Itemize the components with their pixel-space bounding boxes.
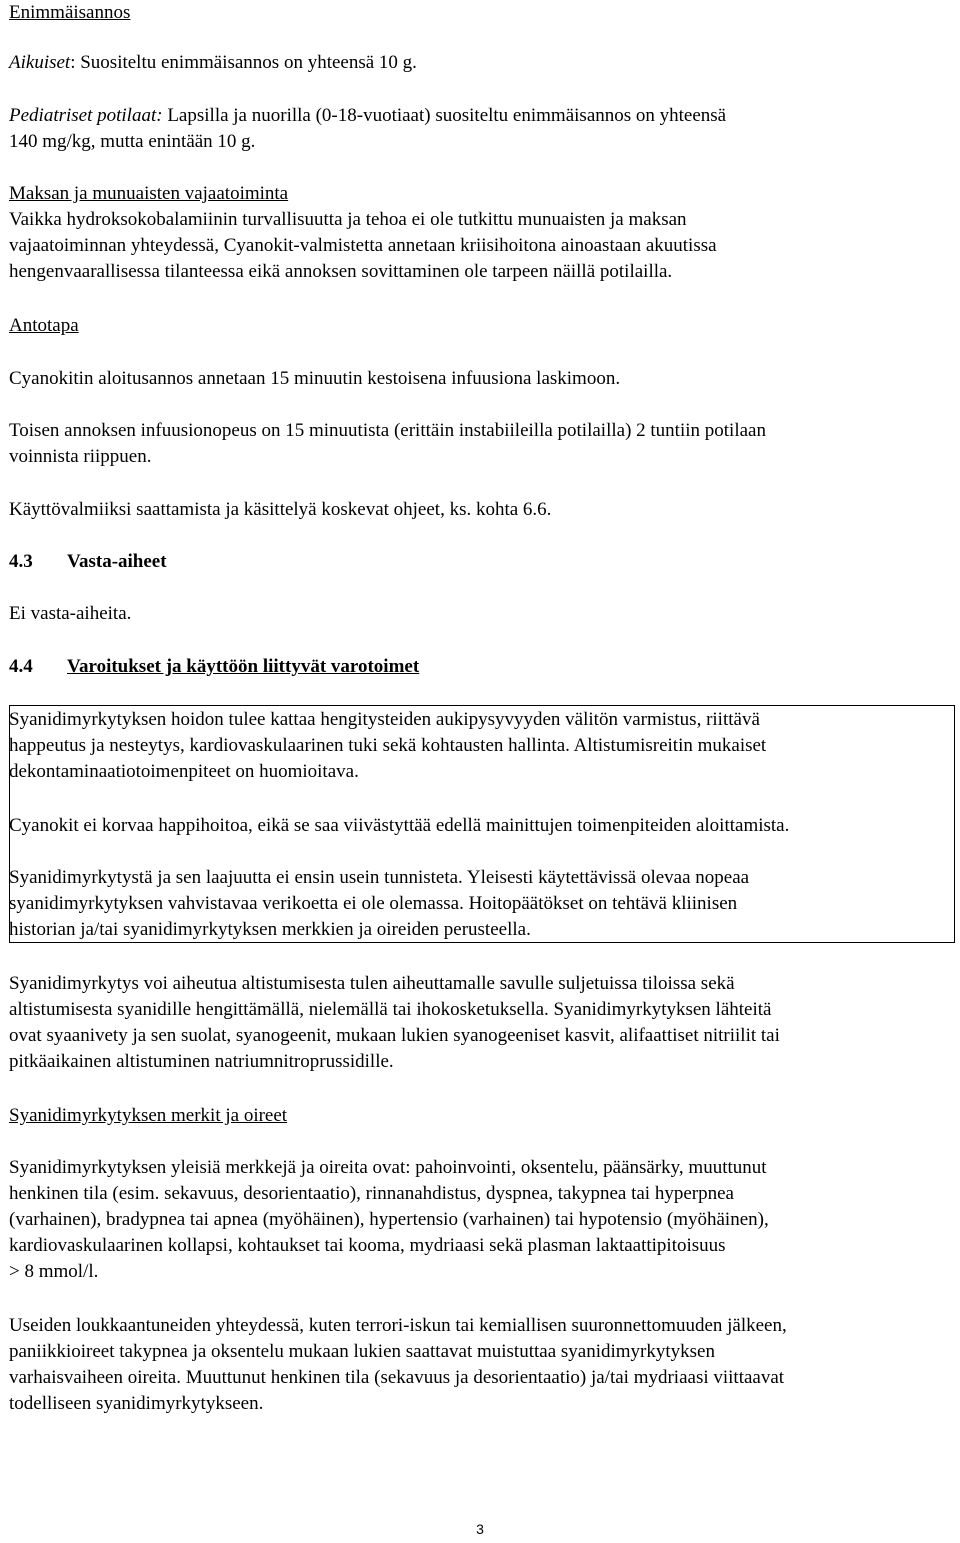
signs-line: Syanidimyrkytyksen yleisiä merkkejä ja oireita ovat: pahoinvointi, oksentelu, päänsärky, muuttunut (9, 1157, 767, 1178)
box-p3-line: Syanidimyrkytystä ja sen laajuutta ei ensin usein tunnisteta. Yleisesti käytettävissä olevaa nopeaa (9, 867, 750, 888)
box-p1-line: dekontaminaatiotoimenpiteet on huomioitava. (9, 761, 359, 782)
administration-p3: Käyttövalmiiksi saattamista ja käsittelyä koskevat ohjeet, ks. kohta 6.6. (9, 499, 552, 520)
impairment-paragraph (9, 181, 717, 285)
box-p3-line: historian ja/tai syanidimyrkytyksen merkkien ja oireiden perusteella. (9, 919, 531, 940)
box-paragraph-3 (9, 865, 749, 943)
administration-p2 (9, 418, 766, 470)
signs-line: kardiovaskulaarinen kollapsi, kohtaukset tai kooma, mydriaasi sekä plasman laktaattipitoisuus (9, 1235, 726, 1256)
administration-p2-line: voinnista riippuen. (9, 446, 152, 467)
signs-heading: Syanidimyrkytyksen merkit ja oireet (9, 1105, 288, 1126)
pediatric-text-line2: 140 mg/kg, mutta enintään 10 g. (9, 131, 256, 152)
impairment-heading: Maksan ja munuaisten vajaatoiminta (9, 183, 289, 204)
signs-line: henkinen tila (esim. sekavuus, desorientaatio), rinnanahdistus, dyspnea, takypnea tai hyperpnea (9, 1183, 734, 1204)
signs-line: > 8 mmol/l. (9, 1261, 99, 1282)
adults-text: : Suositeltu enimmäisannos on yhteensä 10 g. (70, 52, 417, 73)
administration-heading: Antotapa (9, 315, 79, 336)
mass-casualty-line: todelliseen syanidimyrkytykseen. (9, 1393, 264, 1414)
section-4-3-text: Ei vasta-aiheita. (9, 603, 132, 624)
section-4-4-title: Varoitukset ja käyttöön liittyvät varotoimet (67, 656, 420, 677)
sources-line: altistumisesta syanidille hengittämällä, nielemällä tai ihokosketuksella. Syanidimyrkytyksen lähteitä (9, 999, 772, 1020)
pediatric-text-line1: Lapsilla ja nuorilla (0-18-vuotiaat) suositeltu enimmäisannos on yhteensä (162, 105, 727, 126)
max-dose-heading: Enimmäisannos (9, 2, 131, 23)
impairment-line: vajaatoiminnan yhteydessä, Cyanokit-valmistetta annetaan kriisihoitona ainoastaan akuutissa (9, 235, 717, 256)
signs-line: (varhainen), bradypnea tai apnea (myöhäinen), hypertensio (varhainen) tai hypotensio (myöhäinen), (9, 1209, 769, 1230)
box-paragraph-1 (9, 707, 766, 785)
mass-casualty-line: paniikkioireet takypnea ja oksentelu mukaan lukien saattavat muistuttaa syanidimyrkytyksen (9, 1341, 715, 1362)
impairment-line: Vaikka hydroksokobalamiinin turvallisuutta ja tehoa ei ole tutkittu munuaisten ja maksan (9, 209, 687, 230)
adults-label: Aikuiset (9, 52, 71, 73)
page-number: 3 (476, 1521, 484, 1537)
section-4-4-number: 4.4 (9, 656, 33, 677)
sources-line: pitkäaikainen altistuminen natriumnitroprussidille. (9, 1051, 394, 1072)
section-4-4-heading (9, 654, 419, 680)
mass-casualty-line: Useiden loukkaantuneiden yhteydessä, kuten terrori-iskun tai kemiallisen suuronnettomuuden jälkeen, (9, 1315, 787, 1336)
impairment-line: hengenvaarallisessa tilanteessa eikä annoksen sovittaminen ole tarpeen näillä potilailla. (9, 261, 673, 282)
box-p3-line: syanidimyrkytyksen vahvistavaa verikoetta ei ole olemassa. Hoitopäätökset on tehtävä kliinisen (9, 893, 738, 914)
sources-paragraph (9, 971, 780, 1075)
section-4-3-title: Vasta-aiheet (67, 551, 167, 572)
adults-paragraph (9, 50, 417, 76)
section-4-3-number: 4.3 (9, 551, 33, 572)
mass-casualty-paragraph (9, 1313, 787, 1417)
pediatric-paragraph (9, 103, 726, 155)
box-p1-line: Syanidimyrkytyksen hoidon tulee kattaa hengitysteiden aukipysyvyyden välitön varmistus, riittävä (9, 709, 760, 730)
sources-line: Syanidimyrkytys voi aiheutua altistumisesta tulen aiheuttamalle savulle suljetuissa tiloissa sekä (9, 973, 735, 994)
administration-p1: Cyanokitin aloitusannos annetaan 15 minuutin kestoisena infuusiona laskimoon. (9, 368, 621, 389)
signs-paragraph (9, 1155, 769, 1285)
mass-casualty-line: varhaisvaiheen oireita. Muuttunut henkinen tila (sekavuus ja desorientaatio) ja/tai mydriaasi viittaavat (9, 1367, 785, 1388)
box-paragraph-2: Cyanokit ei korvaa happihoitoa, eikä se saa viivästyttää edellä mainittujen toimenpiteiden aloittamista. (9, 815, 790, 836)
pediatric-label: Pediatriset potilaat: (9, 105, 163, 126)
section-4-3-heading (9, 549, 167, 575)
administration-p2-line: Toisen annoksen infuusionopeus on 15 minuutista (erittäin instabiileilla potilailla) 2 tuntiin potilaan (9, 420, 766, 441)
box-p1-line: happeutus ja nesteytys, kardiovaskulaarinen tuki sekä kohtausten hallinta. Altistumisreitin mukaiset (9, 735, 767, 756)
sources-line: ovat syaanivety ja sen suolat, syanogeenit, mukaan lukien syanogeeniset kasvit, alifaattiset nitriilit tai (9, 1025, 780, 1046)
